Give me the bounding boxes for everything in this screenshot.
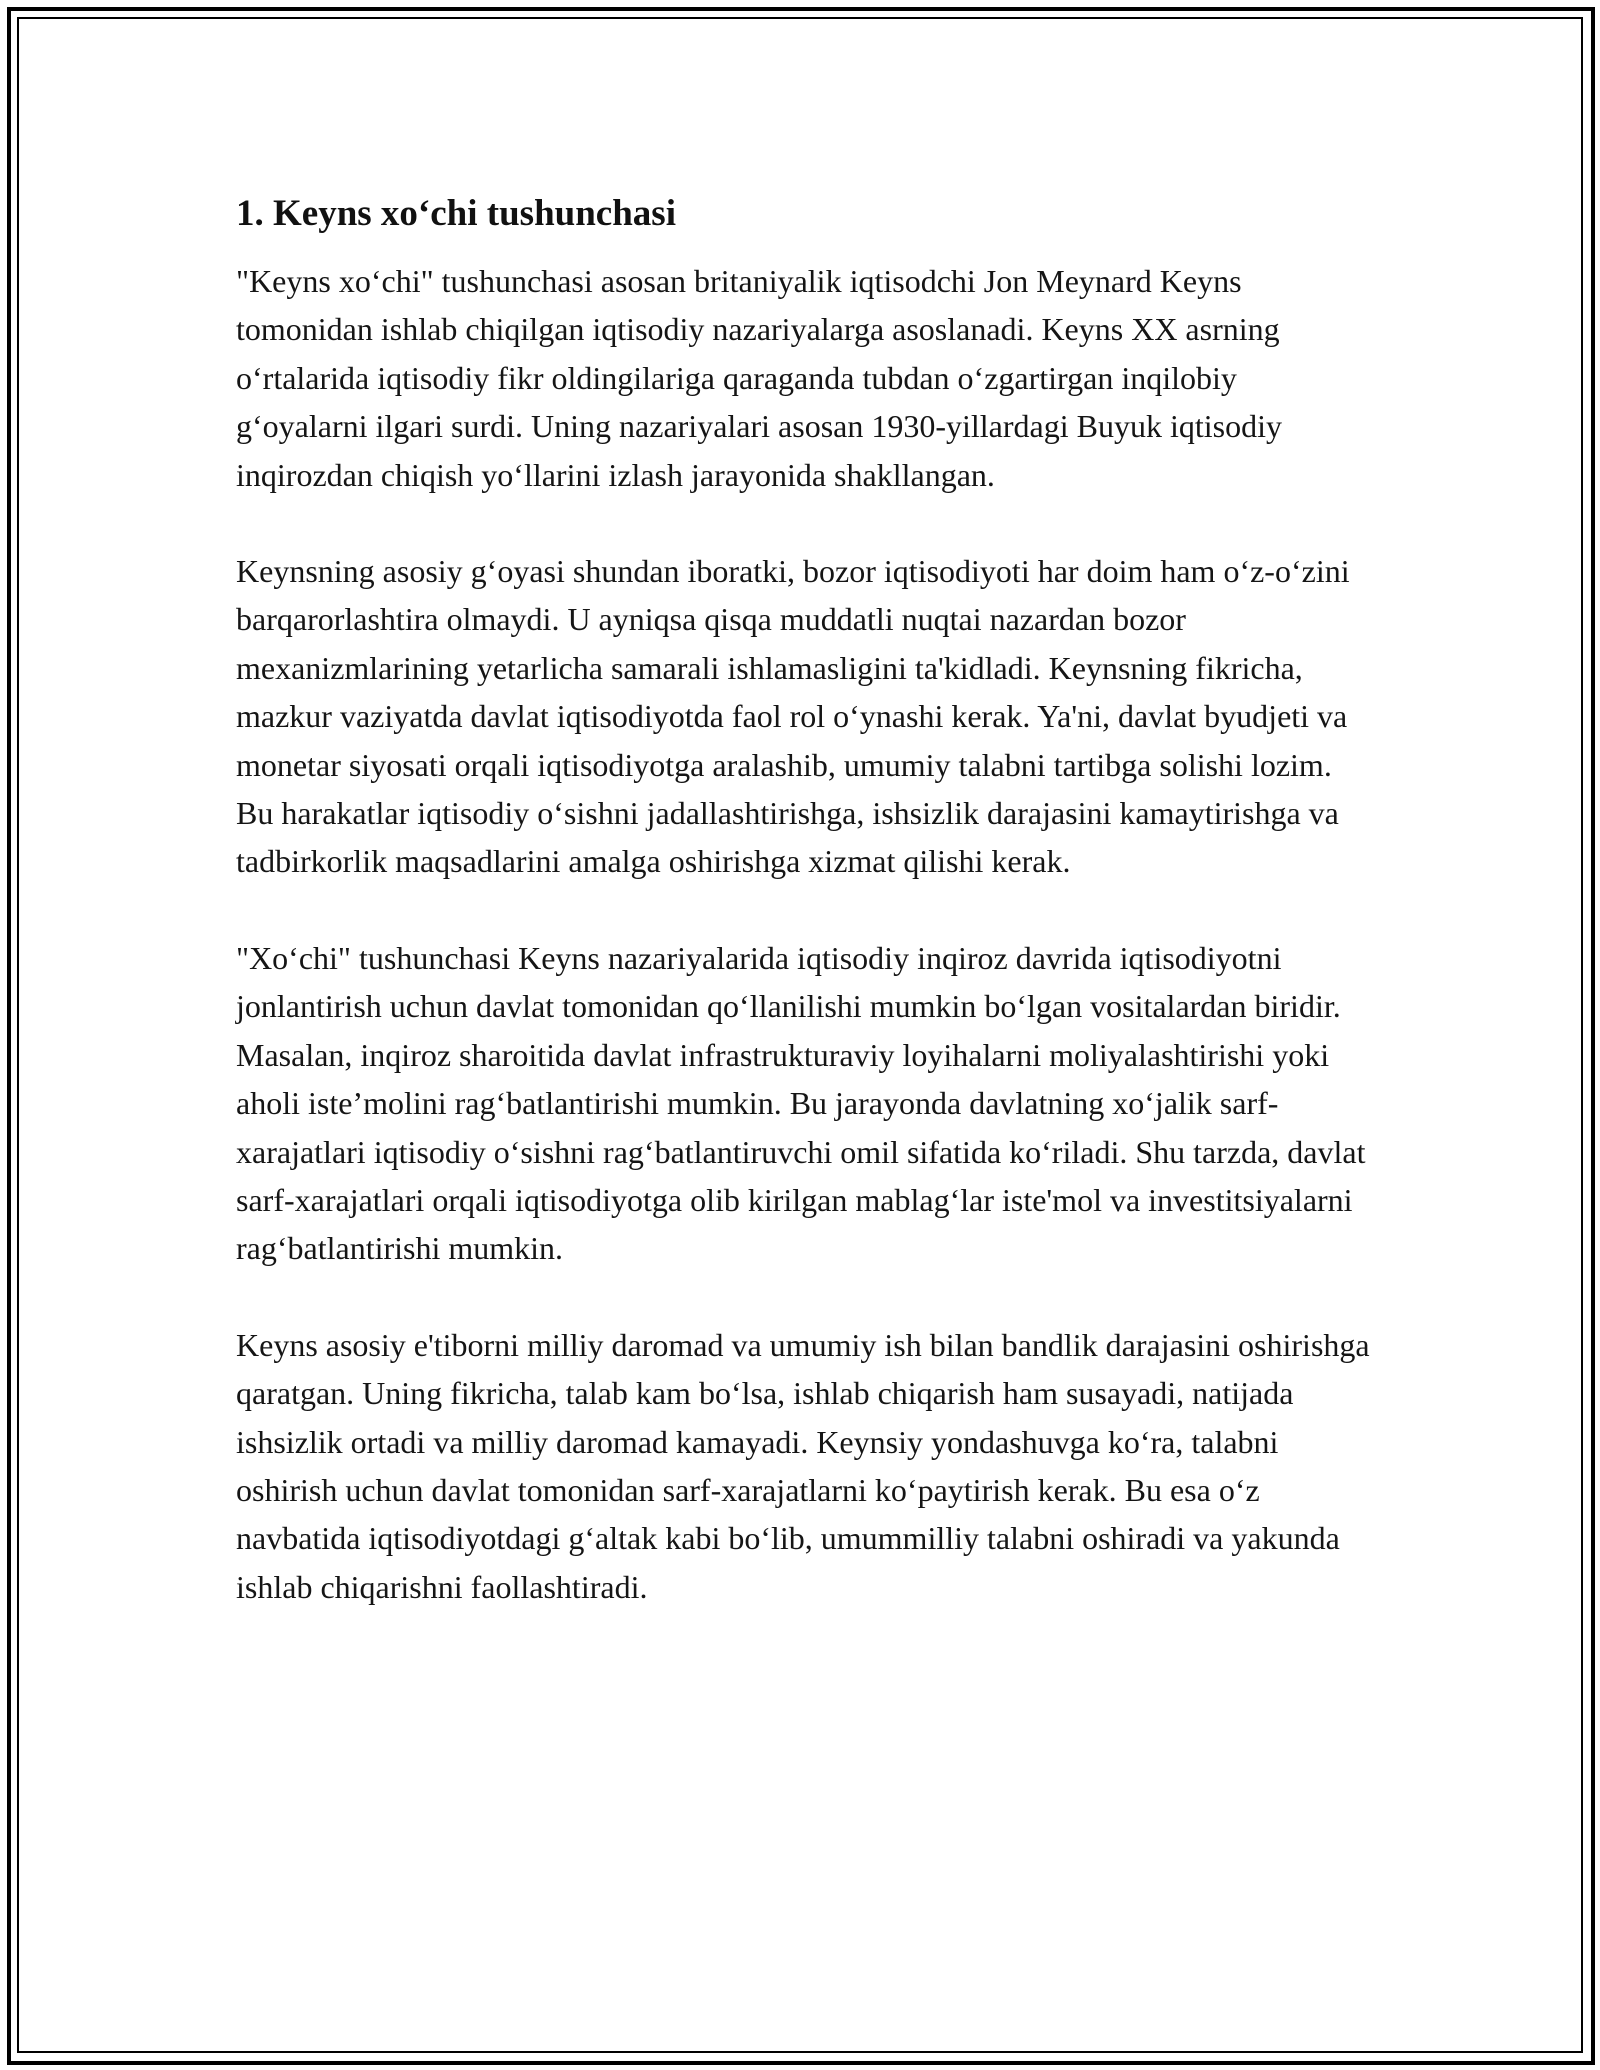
- paragraph-3: "Xo‘chi" tushunchasi Keyns nazariyalarida iqtisodiy inqiroz davrida iqtisodiyotni jonlantirish uchun davlat tomonidan qo‘llanilishi mumkin bo‘lgan vositalardan biridir. Masalan, inqiroz sharoitida davlat infrastrukturaviy loyihalarni moliyalashtirishi yoki aholi iste’molini rag‘batlantirishi mumkin. Bu jarayonda davlatning xo‘jalik sarf-xarajatlari iqtisodiy o‘sishni rag‘batlantiruvchi omil sifatida ko‘riladi. Shu tarzda, davlat sarf-xarajatlari orqali iqtisodiyotga olib kirilgan mablag‘lar iste'mol va investitsiyalarni rag‘batlantirishi mumkin.: [236, 939, 1366, 1267]
- section-heading: 1. Keyns xo‘chi tushunchasi: [236, 193, 676, 234]
- paragraph-2: Keynsning asosiy g‘oyasi shundan iboratki, bozor iqtisodiyoti har doim ham o‘z-o‘zini barqarorlashtira olmaydi. U ayniqsa qisqa muddatli nuqtai nazardan bozor mexanizmlarining yetarlicha samarali ishlamasligini ta'kidladi. Keynsning fikricha, mazkur vaziyatda davlat iqtisodiyotda faol rol o‘ynashi kerak. Ya'ni, davlat byudjeti va monetar siyosati orqali iqtisodiyotga aralashib, umumiy talabni tartibga solishi lozim. Bu harakatlar iqtisodiy o‘sishni jadallashtirishga, ishsizlik darajasini kamaytirishga va tadbirkorlik maqsadlarini amalga oshirishga xizmat qilishi kerak.: [236, 553, 1350, 880]
- document-body: [236, 188, 1376, 1611]
- paragraph-1: "Keyns xo‘chi" tushunchasi asosan britaniyalik iqtisodchi Jon Meynard Keyns tomonidan ishlab chiqilgan iqtisodiy nazariyalarga asoslanadi. Keyns XX asrning o‘rtalarida iqtisodiy fikr oldingilariga qaraganda tubdan o‘zgartirgan inqilobiy g‘oyalarni ilgari surdi. Uning nazariyalari asosan 1930-yillardagi Buyuk iqtisodiy inqirozdan chiqish yo‘llarini izlash jarayonida shakllangan.: [236, 263, 1282, 493]
- paragraph-4: Keyns asosiy e'tiborni milliy daromad va umumiy ish bilan bandlik darajasini oshirishga qaratgan. Uning fikricha, talab kam bo‘lsa, ishlab chiqarish ham susayadi, natijada ishsizlik ortadi va milliy daromad kamayadi. Keynsiy yondashuvga ko‘ra, talabni oshirish uchun davlat tomonidan sarf-xarajatlarni ko‘paytirish kerak. Bu esa o‘z navbatida iqtisodiyotdagi g‘altak kabi bo‘lib, umummilliy talabni oshiradi va yakunda ishlab chiqarishni faollashtiradi.: [236, 1326, 1370, 1605]
